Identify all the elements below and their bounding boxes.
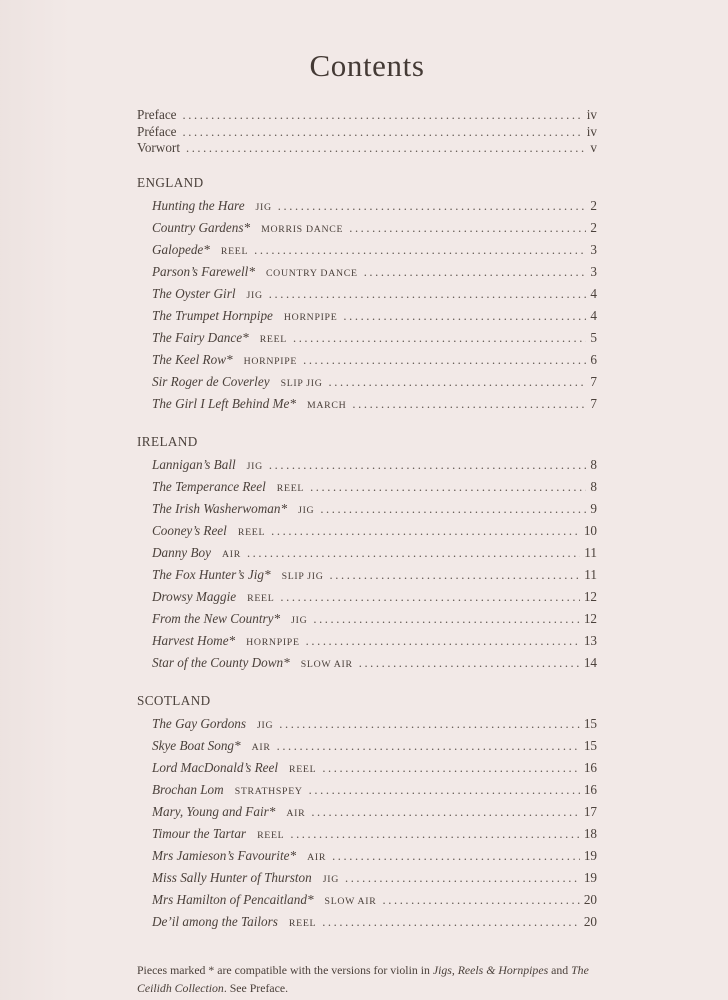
entry-title: Hunting the Hare	[152, 197, 245, 213]
toc-entry	[152, 587, 597, 609]
entry-title: The Gay Gordons	[152, 715, 247, 731]
entry-page-number: 4	[590, 285, 597, 301]
toc-entry	[152, 780, 597, 802]
entry-title: Timour the Tartar	[152, 825, 247, 841]
entry-tune-type: STRATHSPEY	[234, 785, 303, 797]
toc-entry	[152, 714, 597, 736]
entry-page-number: 19	[583, 847, 597, 863]
toc-entry	[152, 306, 597, 328]
entry-page-number: 9	[590, 500, 597, 516]
entry-tune-type: REEL	[276, 482, 305, 494]
entry-page-number: 17	[583, 803, 597, 819]
entry-tune-type: AIR	[221, 548, 241, 560]
dot-leader	[271, 521, 580, 541]
toc-entry	[152, 455, 597, 477]
table-of-contents	[137, 107, 597, 934]
footnote-segment: Pieces marked * are compatible with the versions for violin in	[137, 962, 433, 977]
entry-tune-type: MARCH	[306, 399, 347, 411]
dot-leader	[280, 587, 579, 607]
entry-page-number: 16	[583, 781, 597, 797]
toc-entry	[152, 543, 597, 565]
footnote-segment: The Ceilidh Collection	[137, 962, 589, 996]
entry-page-number: iv	[586, 107, 597, 122]
entry-page-number: 19	[583, 869, 597, 885]
toc-entry	[152, 912, 597, 934]
toc-entry	[152, 328, 597, 350]
entry-tune-type: JIG	[291, 614, 308, 626]
entry-tune-type: SLIP JIG	[281, 570, 324, 582]
entry-tune-type: REEL	[257, 829, 285, 841]
dot-leader	[322, 912, 580, 932]
entry-label: Préface	[137, 123, 177, 139]
toc-entry	[152, 196, 597, 218]
entry-page-number: 11	[584, 566, 597, 582]
entry-tune-type: AIR	[251, 741, 271, 753]
entry-title: The Fairy Dance*	[152, 329, 249, 345]
entry-page-number: 5	[590, 329, 597, 345]
toc-entry	[152, 868, 597, 890]
toc-entry	[152, 372, 597, 394]
entry-page-number: 12	[583, 610, 597, 626]
entry-page-number: v	[590, 140, 597, 155]
sections-list	[137, 174, 597, 934]
toc-entry	[152, 802, 597, 824]
entry-title: Miss Sally Hunter of Thurston	[152, 869, 312, 885]
footnote	[137, 961, 597, 999]
entry-title: Country Gardens*	[152, 219, 251, 235]
entry-page-number: 4	[590, 307, 597, 323]
entry-tune-type: MORRIS DANCE	[261, 223, 344, 235]
toc-entry	[152, 846, 597, 868]
entry-page-number: 6	[590, 351, 597, 367]
entry-page-number: 14	[583, 654, 597, 670]
toc-entry	[152, 240, 597, 262]
toc-entry	[152, 521, 597, 543]
dot-leader	[269, 284, 587, 304]
section-heading: IRELAND	[137, 433, 198, 449]
dot-leader	[269, 455, 586, 475]
toc-entry	[152, 565, 597, 587]
page-title: Contents	[309, 48, 425, 83]
entry-title: The Girl I Left Behind Me*	[152, 395, 296, 411]
dot-leader	[278, 196, 587, 216]
dot-leader	[277, 736, 580, 756]
dot-leader	[309, 780, 580, 800]
entry-label: Vorwort	[137, 140, 180, 155]
entry-tune-type: JIG	[298, 504, 315, 516]
dot-leader	[364, 262, 587, 282]
entry-page-number: 15	[583, 715, 597, 731]
entry-tune-type: REEL	[289, 763, 317, 775]
entry-label: Preface	[137, 107, 177, 122]
entry-title: From the New Country*	[152, 610, 281, 626]
entry-title: Lannigan’s Ball	[152, 456, 236, 472]
entry-page-number: 8	[590, 456, 597, 472]
dot-leader	[352, 394, 586, 414]
toc-front-matter-entry	[137, 107, 597, 124]
dot-leader	[183, 124, 583, 141]
entry-tune-type: HORNPIPE	[243, 355, 298, 367]
entry-page-number: 8	[590, 478, 597, 494]
toc-front-matter-entry	[137, 124, 597, 141]
toc-entry	[152, 499, 597, 521]
entry-page-number: 7	[590, 373, 597, 389]
entry-page-number: 13	[583, 632, 597, 648]
toc-entry	[152, 609, 597, 631]
entry-tune-type: REEL	[259, 333, 287, 345]
entry-tune-type: SLOW AIR	[300, 658, 353, 670]
entry-tune-type: HORNPIPE	[246, 636, 300, 648]
entry-tune-type: SLIP JIG	[280, 377, 323, 389]
footnote-segment: . See Preface.	[223, 981, 289, 996]
entry-title: Cooney’s Reel	[152, 522, 227, 538]
toc-entry	[152, 284, 597, 306]
entry-page-number: 16	[583, 759, 597, 775]
entry-title: Mary, Young and Fair*	[152, 803, 276, 819]
entry-title: Drowsy Maggie	[152, 588, 237, 604]
entry-title: Danny Boy	[152, 544, 211, 560]
dot-leader	[329, 372, 587, 392]
toc-entry	[152, 653, 597, 675]
entry-title: The Irish Washerwoman*	[152, 500, 288, 516]
entry-tune-type: AIR	[307, 851, 327, 863]
entry-page-number: 20	[583, 913, 597, 929]
dot-leader	[332, 846, 580, 866]
toc-entry	[152, 890, 597, 912]
entry-title: Mrs Hamilton of Pencaitland*	[152, 891, 314, 907]
entry-title: Sir Roger de Coverley	[152, 373, 270, 389]
entry-page-number: 18	[583, 825, 597, 841]
entry-tune-type: AIR	[286, 807, 306, 819]
toc-entry	[152, 262, 597, 284]
entry-page-number: 3	[590, 263, 597, 279]
dot-leader	[310, 477, 586, 497]
entry-page-number: iv	[586, 123, 597, 139]
dot-leader	[330, 565, 581, 585]
entry-title: The Oyster Girl	[152, 285, 236, 301]
dot-leader	[303, 350, 586, 370]
toc-entry	[152, 631, 597, 653]
entry-tune-type: JIG	[255, 201, 272, 213]
dot-leader	[345, 868, 580, 888]
dot-leader	[313, 609, 579, 629]
dot-leader	[349, 218, 586, 238]
dot-leader	[322, 758, 580, 778]
entry-title: Brochan Lom	[152, 781, 224, 797]
front-matter-list	[137, 107, 597, 157]
dot-leader	[320, 499, 586, 519]
dot-leader	[186, 140, 586, 157]
entry-title: The Trumpet Hornpipe	[152, 307, 273, 323]
entry-page-number: 3	[590, 241, 597, 257]
toc-front-matter-entry	[137, 140, 597, 157]
entry-page-number: 2	[590, 197, 597, 213]
entry-tune-type: SLOW AIR	[324, 895, 377, 907]
entry-title: Parson’s Farewell*	[152, 263, 255, 279]
entry-page-number: 20	[583, 891, 597, 907]
footnote-segment: Jigs, Reels & Hornpipes	[432, 962, 549, 977]
dot-leader	[359, 653, 580, 673]
dot-leader	[279, 714, 580, 734]
entry-tune-type: HORNPIPE	[283, 311, 338, 323]
entry-title: Mrs Jamieson’s Favourite*	[152, 847, 297, 863]
entry-tune-type: JIG	[257, 719, 274, 731]
entry-title: Star of the County Down*	[152, 654, 290, 670]
entry-title: De’il among the Tailors	[152, 913, 278, 929]
toc-entry	[152, 350, 597, 372]
section-heading: SCOTLAND	[137, 692, 211, 708]
entry-page-number: 7	[590, 395, 597, 411]
entry-title: Lord MacDonald’s Reel	[152, 759, 279, 775]
entry-title: Galopede*	[152, 241, 210, 257]
toc-section	[137, 433, 597, 675]
toc-entry	[152, 824, 597, 846]
dot-leader	[254, 240, 586, 260]
dot-leader	[306, 631, 580, 651]
section-heading: ENGLAND	[137, 174, 204, 190]
entry-tune-type: REEL	[247, 592, 275, 604]
footnote-segment: and	[548, 962, 572, 977]
dot-leader	[293, 328, 586, 348]
entry-page-number: 12	[583, 588, 597, 604]
entry-page-number: 15	[583, 737, 597, 753]
toc-section	[137, 692, 597, 934]
toc-entry	[152, 218, 597, 240]
entry-tune-type: JIG	[246, 460, 263, 472]
toc-entry	[152, 736, 597, 758]
dot-leader	[383, 890, 580, 910]
toc-entry	[152, 758, 597, 780]
entry-tune-type: REEL	[237, 526, 266, 538]
toc-section	[137, 174, 597, 416]
entry-tune-type: REEL	[288, 917, 317, 929]
entry-page-number: 2	[590, 219, 597, 235]
dot-leader	[311, 802, 579, 822]
entry-tune-type: JIG	[322, 873, 339, 885]
dot-leader	[247, 543, 580, 563]
entry-tune-type: COUNTRY DANCE	[265, 267, 358, 279]
entry-title: The Temperance Reel	[152, 478, 266, 494]
toc-entry	[152, 477, 597, 499]
entry-page-number: 10	[583, 522, 597, 538]
dot-leader	[290, 824, 579, 844]
entry-page-number: 11	[584, 544, 597, 560]
entry-title: The Fox Hunter’s Jig*	[152, 566, 271, 582]
entry-title: Skye Boat Song*	[152, 737, 241, 753]
entry-title: The Keel Row*	[152, 351, 233, 367]
dot-leader	[343, 306, 586, 326]
toc-entry	[152, 394, 597, 416]
entry-tune-type: JIG	[246, 289, 263, 301]
entry-title: Harvest Home*	[152, 632, 236, 648]
dot-leader	[183, 107, 583, 124]
entry-tune-type: REEL	[220, 245, 249, 257]
